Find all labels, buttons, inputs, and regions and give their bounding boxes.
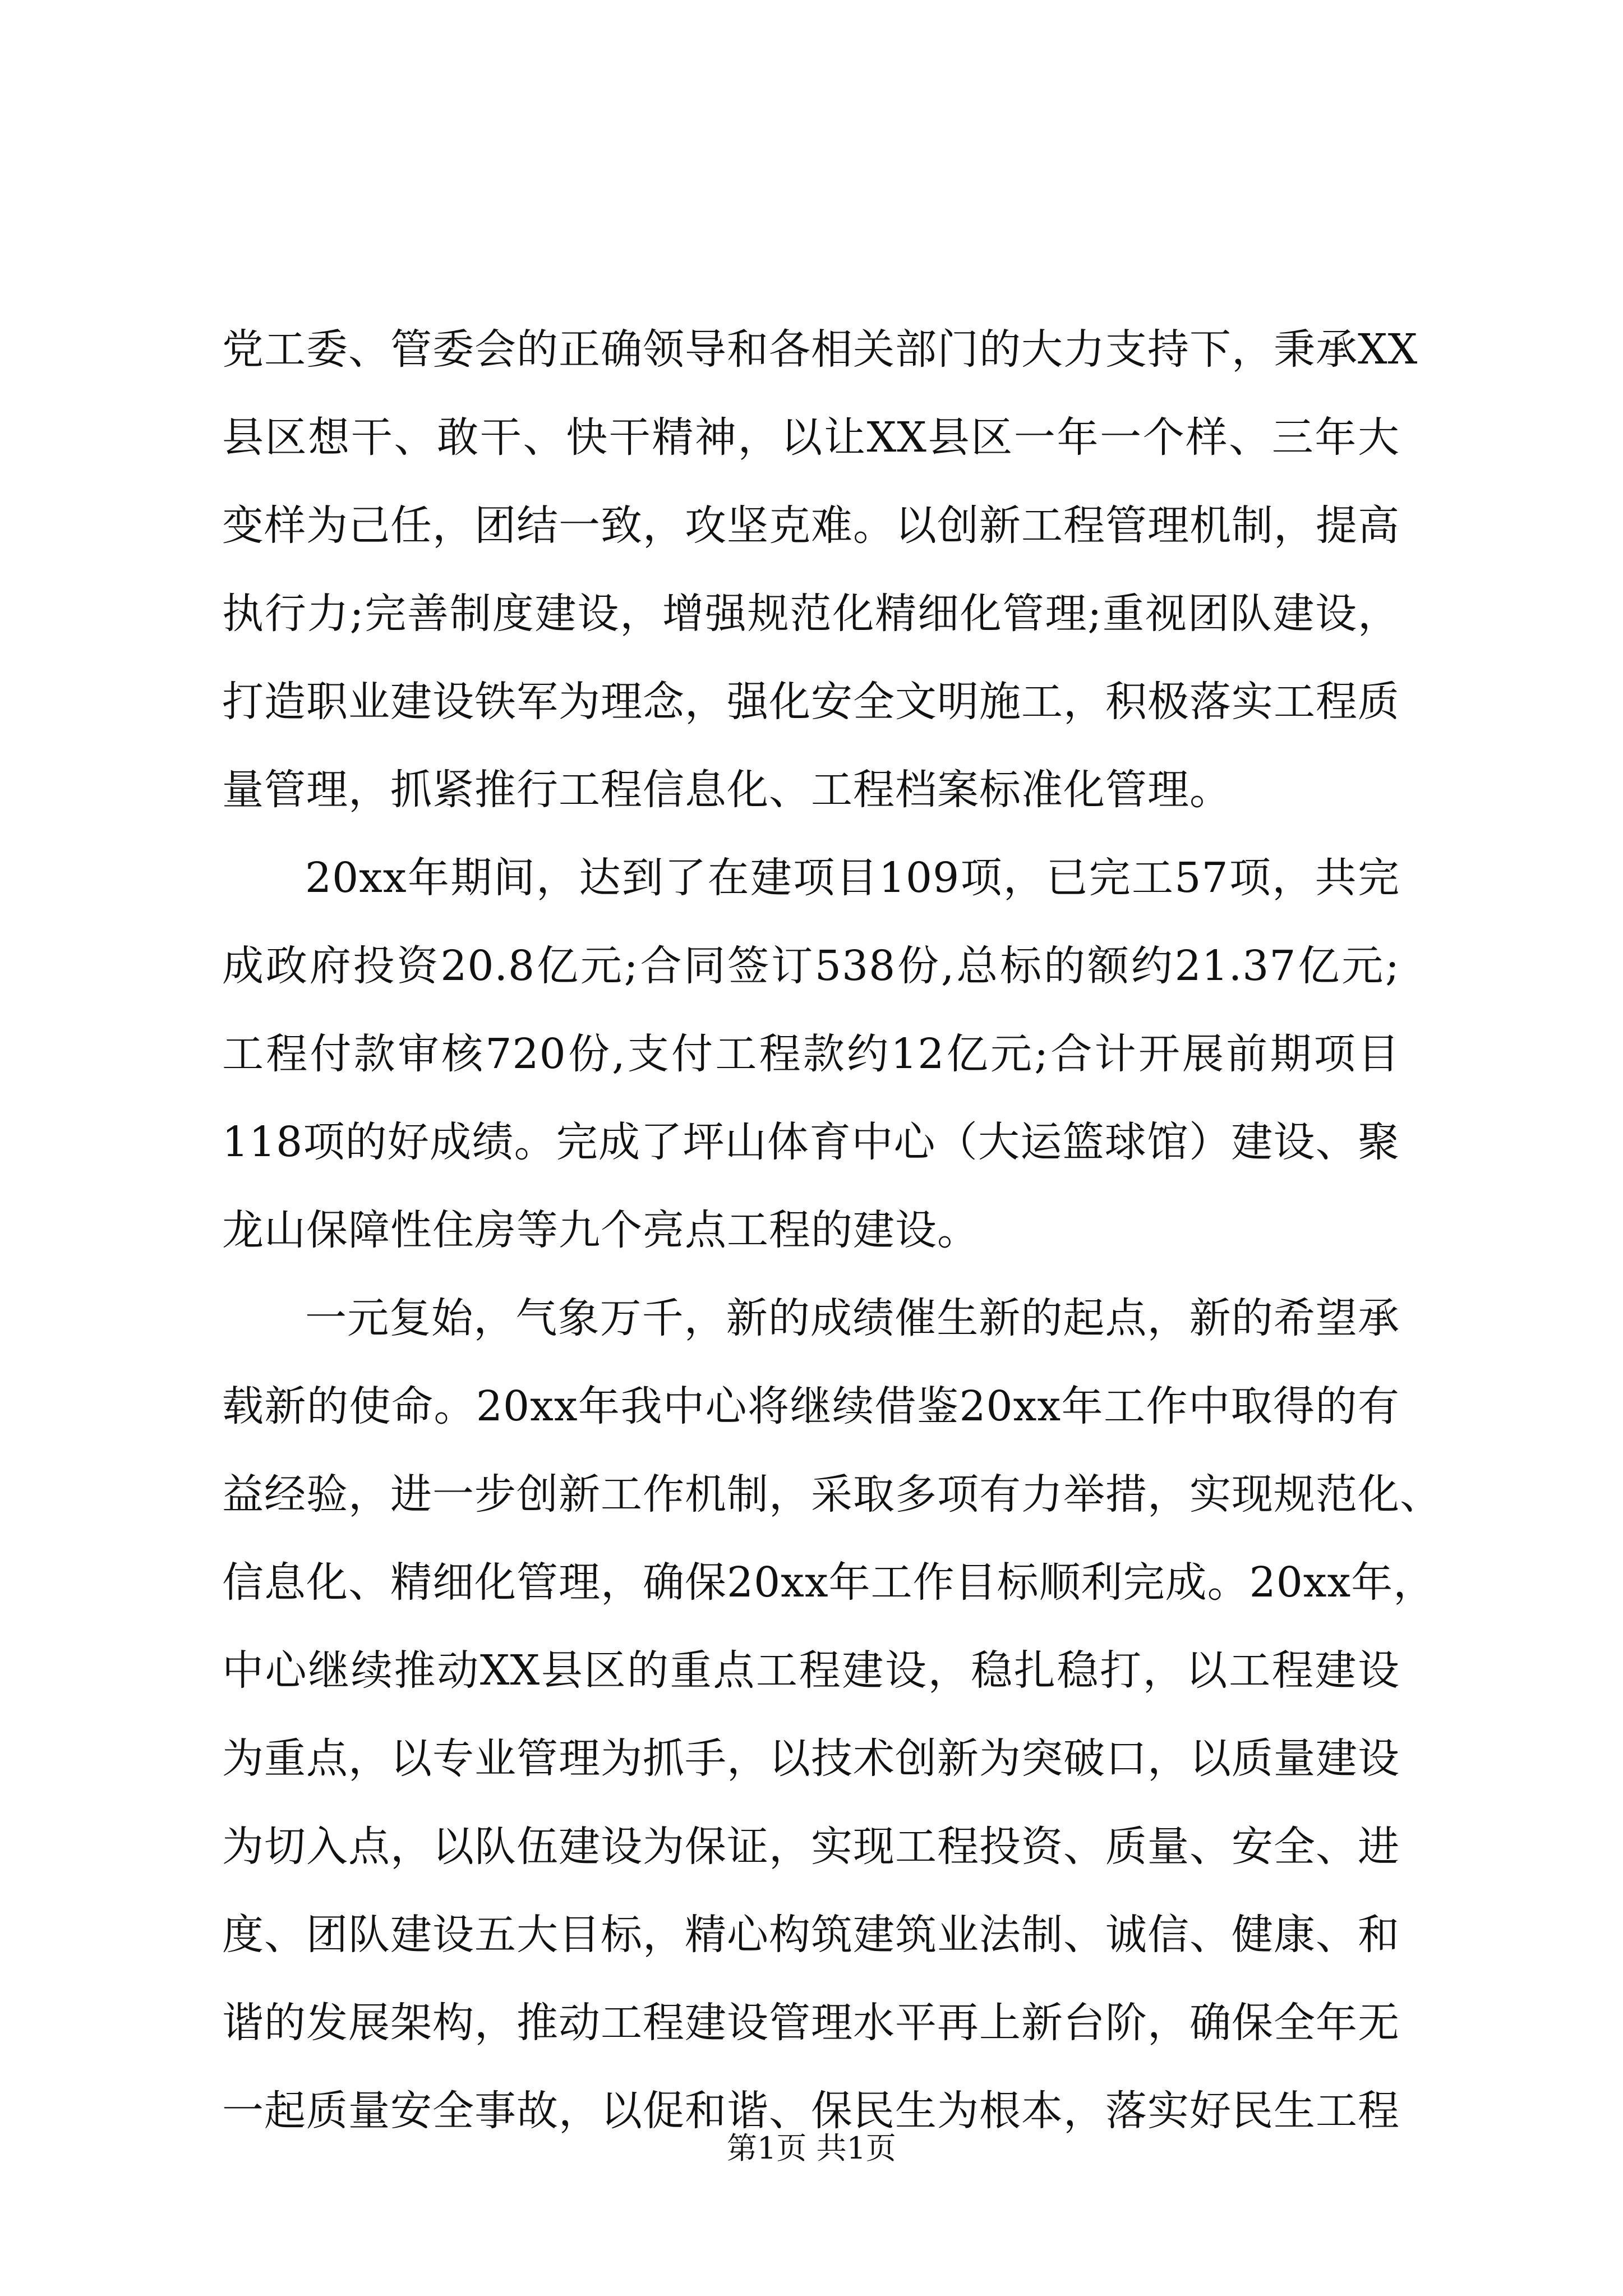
page-number-footer: 第1页 共1页 [727, 2131, 896, 2166]
text-line: 益经验，进一步创新工作机制，采取多项有力举措，实现规范化、 [222, 1470, 1442, 1519]
text-line: 中心继续推动XX县区的重点工程建设，稳扎稳打，以工程建设 [222, 1646, 1400, 1695]
text-line: 载新的使命。20xx年我中心将继续借鉴20xx年工作中取得的有 [222, 1382, 1400, 1430]
paragraph-2 [222, 834, 1400, 1274]
text-line: 为重点，以专业管理为抓手，以技术创新为突破口，以质量建设 [222, 1734, 1400, 1783]
body-text [222, 306, 1442, 2155]
text-line: 成政府投资20.8亿元;合同签订538份,总标的额约21.37亿元; [222, 942, 1400, 990]
text-line: 20xx年期间，达到了在建项目109项，已完工57项，共完 [305, 854, 1400, 902]
text-line: 谐的发展架构，推动工程建设管理水平再上新台阶，确保全年无 [222, 1999, 1400, 2047]
text-line: 为切入点，以队伍建设为保证，实现工程投资、质量、安全、进 [222, 1823, 1400, 1871]
paragraph-1 [222, 306, 1418, 834]
text-line: 龙山保障性住房等九个亮点工程的建设。 [222, 1206, 979, 1254]
text-line: 一元复始，气象万千，新的成绩催生新的起点，新的希望承 [305, 1294, 1400, 1342]
text-line: 打造职业建设铁军为理念，强化安全文明施工，积极落实工程质 [222, 678, 1400, 726]
text-line: 县区想干、敢干、快干精神，以让XX县区一年一个样、三年大 [222, 413, 1400, 462]
text-line: 工程付款审核720份,支付工程款约12亿元;合计开展前期项目 [222, 1030, 1400, 1078]
paragraph-3 [222, 1274, 1442, 2155]
text-line: 信息化、精细化管理，确保20xx年工作目标顺利完成。20xx年， [222, 1558, 1436, 1607]
text-line: 党工委、管委会的正确领导和各相关部门的大力支持下，秉承XX [222, 325, 1418, 374]
text-line: 一起质量安全事故，以促和谐、保民生为根本，落实好民生工程 [222, 2087, 1400, 2135]
text-line: 执行力;完善制度建设，增强规范化精细化管理;重视团队建设， [222, 590, 1400, 638]
text-line: 变样为己任，团结一致，攻坚克难。以创新工程管理机制，提高 [222, 501, 1400, 550]
text-line: 量管理，抓紧推行工程信息化、工程档案标准化管理。 [222, 766, 1232, 814]
text-line: 118项的好成绩。完成了坪山体育中心（大运篮球馆）建设、聚 [222, 1118, 1400, 1166]
text-line: 度、团队建设五大目标，精心构筑建筑业法制、诚信、健康、和 [222, 1911, 1400, 1959]
